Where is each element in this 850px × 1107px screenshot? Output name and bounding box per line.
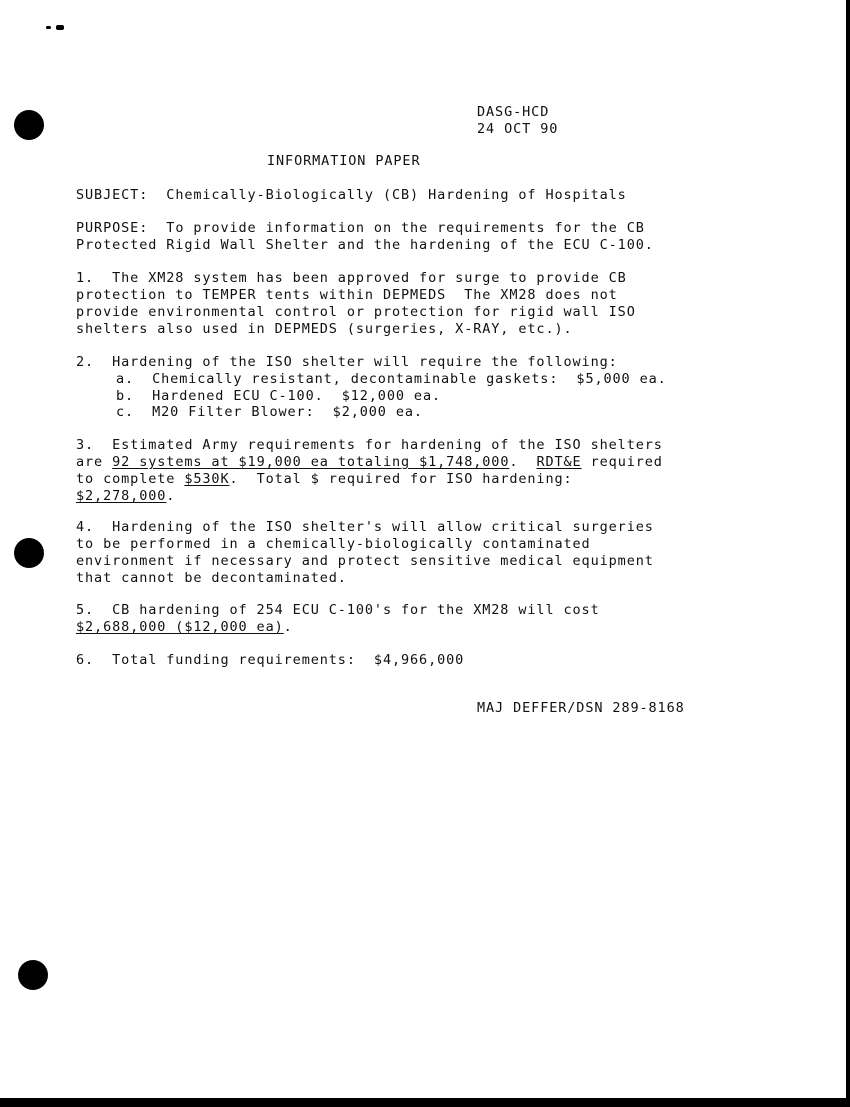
punch-hole-top bbox=[14, 110, 44, 140]
para3-text: . bbox=[509, 454, 537, 470]
para2-intro: 2. Hardening of the ISO shelter will require the following: bbox=[76, 354, 618, 370]
para3-text: . Total $ required for ISO hardening: bbox=[229, 471, 573, 487]
para4-line: 4. Hardening of the ISO shelter's will allow critical surgeries bbox=[76, 519, 654, 535]
document-title: INFORMATION PAPER bbox=[267, 153, 421, 169]
punch-hole-middle bbox=[14, 538, 44, 568]
para3-text: are bbox=[76, 454, 113, 470]
para1-line: protection to TEMPER tents within DEPMEDS The XM28 does not bbox=[76, 287, 618, 303]
underlined-rdte-amount: $530K bbox=[184, 471, 230, 487]
office-symbol: DASG-HCD bbox=[477, 104, 550, 120]
purpose-line-1 bbox=[76, 220, 645, 237]
underlined-systems-total: 92 systems at $19,000 ea totaling $1,748,000 bbox=[112, 454, 510, 470]
punch-hole-bottom bbox=[18, 960, 48, 990]
para3-text: required bbox=[581, 454, 663, 470]
purpose-label: PURPOSE: bbox=[76, 220, 149, 236]
para5-line-1: 5. CB hardening of 254 ECU C-100's for the XM28 will cost bbox=[76, 602, 600, 618]
scan-edge-right bbox=[846, 0, 850, 1107]
purpose-line-2: Protected Rigid Wall Shelter and the hardening of the ECU C-100. bbox=[76, 237, 654, 253]
para1-line: 1. The XM28 system has been approved for surge to provide CB bbox=[76, 270, 627, 286]
para4-line: to be performed in a chemically-biologically contaminated bbox=[76, 536, 591, 552]
para3-line-4 bbox=[76, 488, 175, 505]
underlined-rdte: RDT&E bbox=[536, 454, 582, 470]
para1-line: provide environmental control or protection for rigid wall ISO bbox=[76, 304, 636, 320]
para3-text: to complete bbox=[76, 471, 185, 487]
scan-speck bbox=[46, 26, 51, 29]
para5-line-2 bbox=[76, 619, 293, 636]
para3-text: . bbox=[166, 488, 176, 504]
scan-speck bbox=[56, 25, 64, 30]
subject-line bbox=[76, 187, 627, 204]
underlined-ecu-cost: $2,688,000 ($12,000 ea) bbox=[76, 619, 284, 635]
para3-line-3 bbox=[76, 471, 573, 488]
para2-item: c. M20 Filter Blower: $2,000 ea. bbox=[116, 404, 423, 420]
para3-line-1: 3. Estimated Army requirements for hardening of the ISO shelters bbox=[76, 437, 663, 453]
subject-text: Chemically-Biologically (CB) Hardening of Hospitals bbox=[166, 187, 627, 203]
para1-line: shelters also used in DEPMEDS (surgeries, X-RAY, etc.). bbox=[76, 321, 573, 337]
para2-item: a. Chemically resistant, decontaminable gaskets: $5,000 ea. bbox=[116, 371, 667, 387]
subject-label: SUBJECT: bbox=[76, 187, 149, 203]
purpose-text-1: To provide information on the requirements for the CB bbox=[166, 220, 645, 236]
underlined-iso-total: $2,278,000 bbox=[76, 488, 167, 504]
para5-text: . bbox=[283, 619, 293, 635]
signature-block: MAJ DEFFER/DSN 289-8168 bbox=[477, 700, 685, 716]
scan-edge-bottom bbox=[0, 1098, 850, 1107]
para4-line: that cannot be decontaminated. bbox=[76, 570, 347, 586]
para6-total-funding: 6. Total funding requirements: $4,966,000 bbox=[76, 652, 465, 668]
para2-item: b. Hardened ECU C-100. $12,000 ea. bbox=[116, 388, 441, 404]
document-date: 24 OCT 90 bbox=[477, 121, 559, 137]
para4-line: environment if necessary and protect sensitive medical equipment bbox=[76, 553, 654, 569]
para3-line-2 bbox=[76, 454, 663, 471]
